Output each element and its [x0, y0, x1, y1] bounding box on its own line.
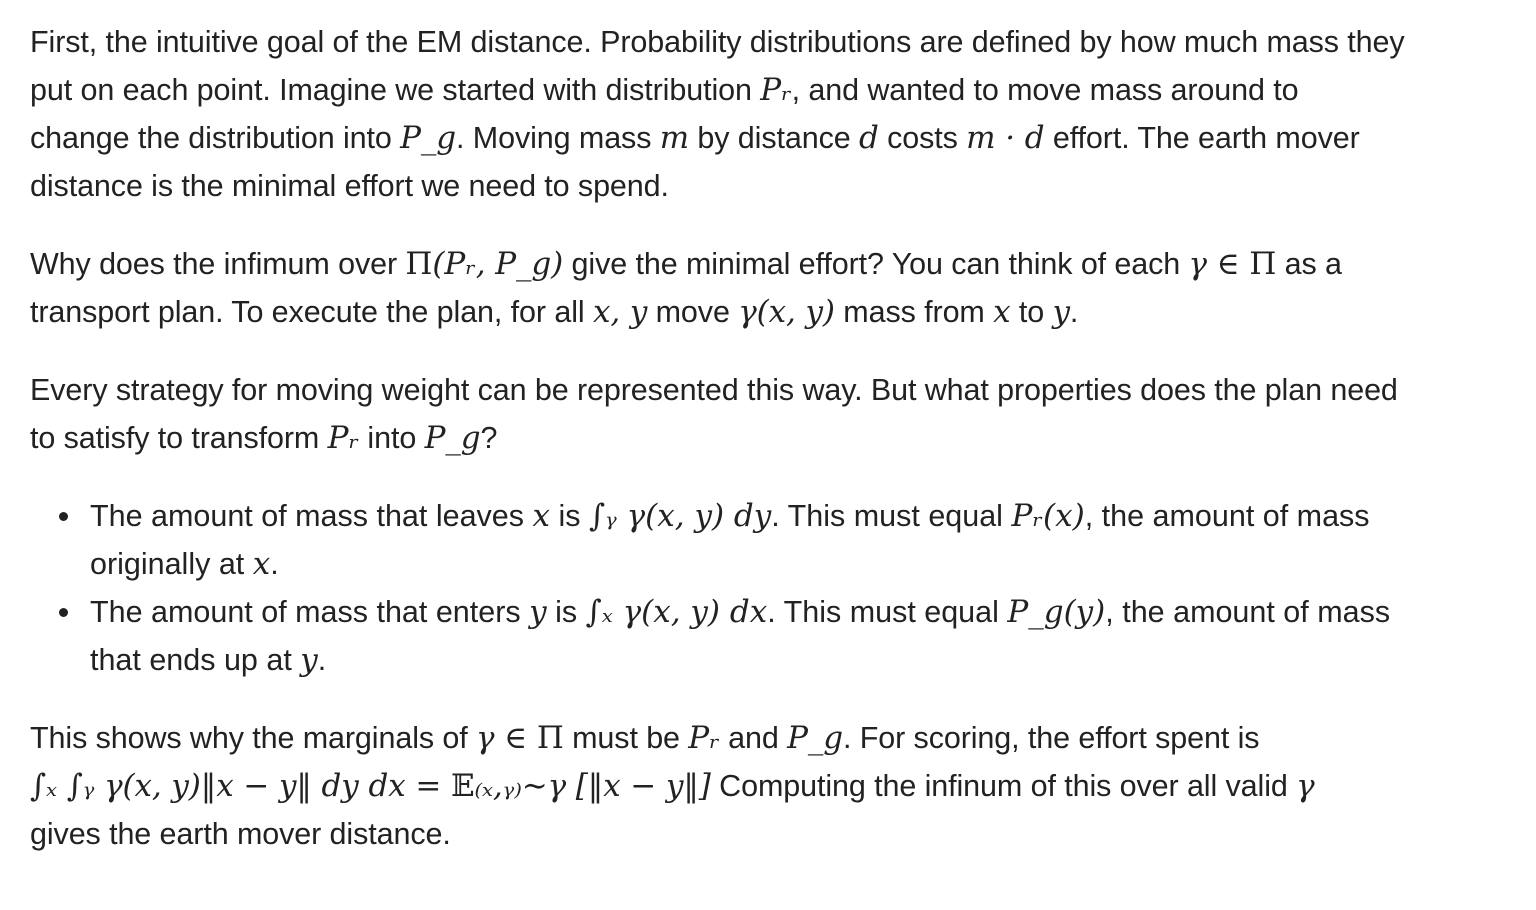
- math-expression: Pᵣ(x): [1011, 498, 1085, 534]
- text-run: , the amount of mass: [1084, 499, 1370, 533]
- text-line: [30, 162, 1510, 210]
- text-run: give the minimal effort? You can think of each: [563, 247, 1189, 281]
- math-expression: y: [300, 642, 318, 678]
- list-item-mass-leaves: [30, 492, 1510, 588]
- text-line: [90, 588, 1510, 636]
- text-run: The amount of mass that leaves: [90, 499, 533, 533]
- math-expression: ∫ᵧ γ(x, y) dy: [588, 498, 772, 534]
- paragraph-infimum: [30, 240, 1510, 336]
- math-expression: x: [993, 294, 1011, 330]
- text-line: [90, 540, 1510, 588]
- math-expression: γ ∈: [476, 720, 537, 756]
- text-run: is: [549, 499, 589, 533]
- text-line: [90, 492, 1510, 540]
- text-run: .: [317, 643, 327, 677]
- text-run: . For scoring, the effort spent is: [842, 721, 1260, 755]
- math-expression: Π: [536, 720, 564, 756]
- text-line: [30, 114, 1510, 162]
- text-line: [30, 240, 1510, 288]
- text-run: by distance: [689, 121, 859, 155]
- math-expression: P_g(y): [1007, 594, 1106, 630]
- text-run: to: [1010, 295, 1053, 329]
- text-run: effort. The earth mover: [1044, 121, 1360, 155]
- math-expression: γ ∈: [1188, 246, 1250, 282]
- paragraph-em-goal: [30, 18, 1510, 210]
- text-run: The amount of mass that enters: [90, 595, 530, 629]
- list-item-mass-enters: [30, 588, 1510, 684]
- text-run: Why does the infimum over: [30, 247, 406, 281]
- math-expression: d: [858, 120, 879, 156]
- text-run: mass from: [834, 295, 994, 329]
- math-expression: γ: [1296, 768, 1315, 804]
- math-expression: ₍ₓ,ᵧ₎∼γ [‖x − y‖]: [474, 768, 711, 804]
- text-run: must be: [563, 721, 689, 755]
- text-run: change the distribution into: [30, 121, 401, 155]
- text-line: [30, 66, 1510, 114]
- text-run: originally at: [90, 547, 253, 581]
- text-run: as a: [1276, 247, 1342, 281]
- math-expression: ∫ₓ γ(x, y) dx: [585, 594, 768, 630]
- text-line: [30, 810, 1510, 858]
- text-run: to satisfy to transform: [30, 421, 328, 455]
- math-expression: y: [529, 594, 547, 630]
- text-run: into: [359, 421, 425, 455]
- text-line: [30, 18, 1510, 66]
- bullet-dot: [59, 608, 68, 617]
- math-expression: m · d: [966, 120, 1045, 156]
- text-run: .: [1069, 295, 1079, 329]
- paragraph-strategy: [30, 366, 1510, 462]
- text-line: [90, 636, 1510, 684]
- text-line: [30, 414, 1510, 462]
- text-run: . This must equal: [771, 499, 1012, 533]
- text-run: that ends up at: [90, 643, 301, 677]
- math-expression: P_g: [400, 120, 457, 156]
- math-expression: Π: [1249, 246, 1277, 282]
- math-expression: ∫ₓ ∫ᵧ γ(x, y)‖x − y‖ dy dx =: [30, 768, 451, 804]
- marginal-bullet-list: [30, 492, 1510, 684]
- article-body: [30, 18, 1510, 888]
- text-run: gives the earth mover distance.: [30, 817, 451, 851]
- text-run: .: [270, 547, 279, 581]
- math-expression: 𝔼: [450, 768, 475, 804]
- text-run: First, the intuitive goal of the EM distance. Probability distributions are defined by how much mass they: [30, 25, 1405, 59]
- text-run: transport plan. To execute the plan, for all: [30, 295, 593, 329]
- math-expression: y: [1052, 294, 1070, 330]
- math-expression: P_g: [787, 720, 843, 756]
- math-expression: m: [659, 120, 690, 156]
- math-expression: P_g: [424, 420, 481, 456]
- text-run: and: [719, 721, 788, 755]
- text-line: [30, 714, 1510, 762]
- text-run: , and wanted to move mass around to: [791, 73, 1299, 107]
- math-expression: Π: [405, 246, 433, 282]
- math-expression: x, y: [592, 294, 648, 330]
- text-line: [30, 762, 1510, 810]
- text-run: ?: [480, 421, 498, 455]
- text-run: This shows why the marginals of: [30, 721, 477, 755]
- math-expression: x: [532, 498, 550, 534]
- text-run: move: [647, 295, 739, 329]
- text-run: costs: [878, 121, 967, 155]
- math-expression: (Pᵣ, P_g): [432, 246, 564, 282]
- math-expression: Pᵣ: [327, 420, 360, 456]
- math-expression: x: [252, 546, 271, 582]
- text-line: [30, 366, 1510, 414]
- text-line: [30, 288, 1510, 336]
- math-expression: Pᵣ: [688, 720, 720, 756]
- paragraph-scoring: [30, 714, 1510, 858]
- text-run: put on each point. Imagine we started with distribution: [30, 73, 761, 107]
- text-run: distance is the minimal effort we need to spend.: [30, 169, 669, 203]
- bullet-dot: [59, 512, 68, 521]
- math-expression: γ(x, y): [738, 294, 835, 330]
- text-run: , the amount of mass: [1105, 595, 1391, 629]
- text-run: . Moving mass: [456, 121, 660, 155]
- math-expression: Pᵣ: [760, 72, 792, 108]
- text-run: is: [546, 595, 586, 629]
- text-run: . This must equal: [767, 595, 1008, 629]
- text-run: Every strategy for moving weight can be represented this way. But what properties does the plan need: [30, 373, 1398, 407]
- text-run: Computing the infinum of this over all valid: [710, 769, 1297, 803]
